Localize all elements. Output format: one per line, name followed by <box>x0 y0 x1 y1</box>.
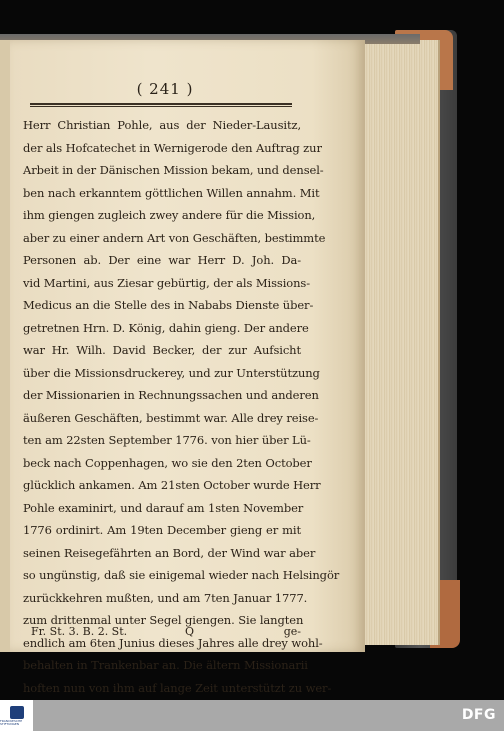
text-line: vid Martini, aus Ziesar gebürtig, der als Missions- <box>23 275 310 290</box>
page-edges <box>360 40 440 645</box>
text-line: Personen ab. Der eine war Herr D. Joh. Da- <box>23 253 301 267</box>
text-line: zum drittenmal unter Segel giengen. Sie langten <box>23 613 304 627</box>
text-line: ihm giengen zugleich zwey andere für die Mission, <box>23 208 316 222</box>
franckesche-stiftungen-logo[interactable] <box>0 700 33 731</box>
signature-mark: Fr. St. 3. B. 2. St. <box>31 625 128 638</box>
text-line: getretnen Hrn. D. König, dahin gieng. Der andere <box>23 320 309 335</box>
text-line: endlich am 6ten Junius dieses Jahres alle drey wohl- <box>23 635 323 650</box>
text-line: über die Missionsdruckerey, und zur Unterstützung <box>23 365 320 380</box>
text-line: Herr Christian Pohle, aus der Nieder-Lausitz, <box>23 118 301 132</box>
dfg-logo[interactable]: DFG <box>461 707 496 723</box>
text-line: Pohle examinirt, und darauf am 1sten November <box>23 500 304 515</box>
logo-icon <box>10 706 24 719</box>
logo-text: FRANCKESCHE STIFTUNGEN <box>0 718 23 726</box>
text-line: beck nach Coppenhagen, wo sie den 2ten October <box>23 455 312 470</box>
header-rule <box>30 103 292 107</box>
book-page <box>10 40 365 695</box>
text-line: Arbeit in der Dänischen Mission bekam, und densel- <box>23 163 324 177</box>
text-line: hoften nun von ihm auf lange Zeit unterstützt zu wer- <box>23 680 332 695</box>
text-line: so ungünstig, daß sie einigemal wieder nach Helsingör <box>23 568 340 582</box>
text-line: Medicus an die Stelle des in Nababs Dienste über- <box>23 298 314 312</box>
text-line: ten am 22sten September 1776. von hier über Lü- <box>23 433 311 447</box>
text-line: zurückkehren mußten, und am 7ten Januar 1777. <box>23 590 308 605</box>
text-line: der Missionarien in Rechnungssachen und anderen <box>23 388 319 402</box>
text-line: war Hr. Wilh. David Becker, der zur Aufsicht <box>23 343 301 357</box>
text-line: ben nach erkanntem göttlichen Willen annahm. Mit <box>23 185 320 200</box>
viewer-bottom-bar <box>0 700 504 731</box>
text-line: 1776 ordinirt. Am 19ten December gieng er mit <box>23 523 301 537</box>
gathering-mark: Q <box>185 625 195 638</box>
text-line: behalten in Trankenbar an. Die ältern Missionarii <box>23 658 308 672</box>
catchword: ge- <box>283 625 301 638</box>
page-number: ( 241 ) <box>136 80 194 98</box>
text-line: der als Hofcatechet in Wernigerode den Auftrag zur <box>23 140 322 155</box>
text-line: seinen Reisegefährten an Bord, der Wind war aber <box>23 545 316 560</box>
text-line: aber zu einer andern Art von Geschäften, bestimmte <box>23 230 326 245</box>
text-line: glücklich ankamen. Am 21sten October wurde Herr <box>23 478 321 492</box>
page-footer <box>23 625 301 645</box>
text-line: äußeren Geschäften, bestimmt war. Alle drey reise- <box>23 410 319 425</box>
